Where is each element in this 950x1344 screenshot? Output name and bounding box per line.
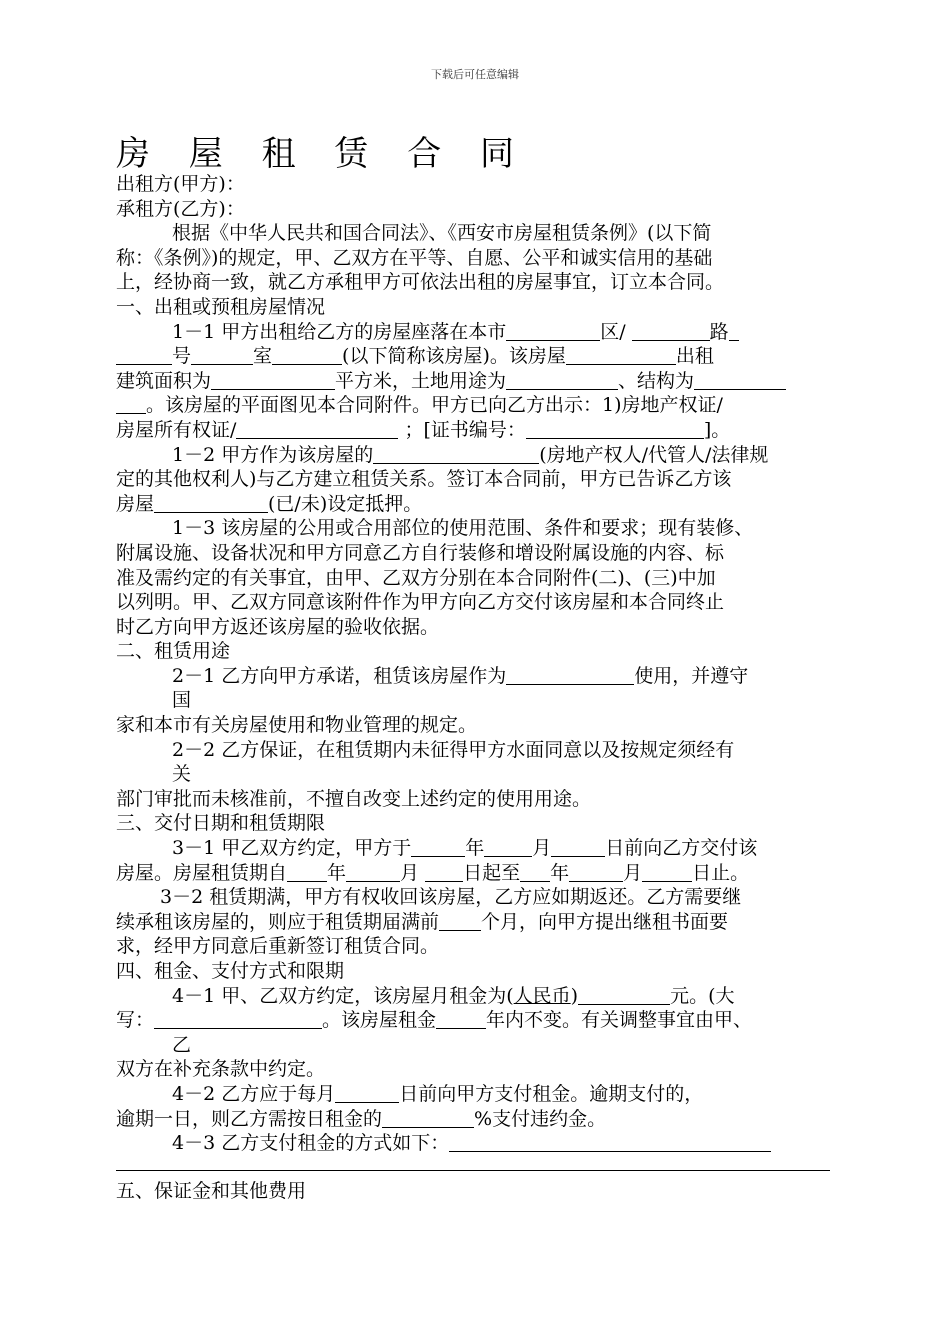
contract-body — [116, 172, 856, 1203]
clause-1-3-cont: 以列明。甲、乙双方同意该附件作为甲方向乙方交付该房屋和本合同终止 — [116, 591, 725, 614]
section-heading: 一、出租或预租房屋情况 — [116, 295, 326, 318]
blank-field[interactable] — [436, 1009, 486, 1029]
preamble-line: 根据《中华人民共和国合同法》、《西安市房屋租赁条例》(以下简 — [172, 222, 712, 245]
blank-field[interactable] — [569, 862, 623, 882]
clause-1-1-cont: 号 室 (以下简称该房屋)。该房屋 出租 — [116, 344, 856, 369]
preamble-line: 称：《条例》)的规定，甲、乙双方在平等、自愿、公平和诚实信用的基础 — [116, 246, 713, 269]
section-heading: 三、交付日期和租赁期限 — [116, 812, 326, 835]
clause-2-1-wrap: 国 — [172, 689, 192, 712]
clause-3-2: 3－2 租赁期满，甲方有权收回该房屋，乙方应如期返还。乙方需要继 — [160, 886, 742, 909]
blank-field[interactable] — [506, 321, 600, 341]
blank-field[interactable] — [346, 862, 400, 882]
clause-1-1-cont: 。该房屋的平面图见本合同附件。甲方已向乙方出示：1)房地产权证/ — [116, 393, 856, 418]
clause-4-3: 4－3 乙方支付租金的方式如下： — [116, 1131, 856, 1156]
blank-field[interactable] — [116, 394, 146, 414]
blank-field[interactable] — [694, 370, 786, 390]
clause-4-2-cont: 逾期一日，则乙方需按日租金的 %支付违约金。 — [116, 1107, 607, 1130]
blank-field[interactable] — [236, 419, 398, 439]
clause-3-1-cont: 房屋。房屋租赁期自 年 月 日起至 年 月 日止。 — [116, 861, 750, 884]
clause-3-2-cont: 续承租该房屋的，则应于租赁期届满前 个月，向甲方提出继租书面要 — [116, 910, 729, 933]
preamble-line: 上，经协商一致，就乙方承租甲方可依法出租的房屋事宜，订立本合同。 — [116, 271, 725, 294]
clause-4-1-wrap: 乙 — [172, 1033, 192, 1056]
clause-1-3-cont: 准及需约定的有关事宜，由甲、乙双方分别在本合同附件(二)、(三)中加 — [116, 566, 716, 589]
clause-4-1: 4－1 甲、乙双方约定，该房屋月租金为(人民币) 元。(大 — [172, 984, 735, 1007]
blank-field[interactable] — [373, 444, 539, 464]
clause-4-1-cont: 双方在补充条款中约定。 — [116, 1058, 326, 1081]
lessee-line: 承租方(乙方)： — [116, 197, 245, 220]
clause-2-2: 2－2 乙方保证，在租赁期内未征得甲方水面同意以及按规定须经有 — [172, 738, 735, 761]
page-title: 房 屋 租 赁 合 同 — [116, 134, 529, 174]
blank-field[interactable] — [506, 665, 634, 685]
blank-field[interactable] — [484, 837, 532, 857]
blank-field[interactable] — [425, 862, 463, 882]
blank-field[interactable] — [551, 837, 605, 857]
clause-1-3-cont: 附属设施、设备状况和甲方同意乙方自行装修和增设附属设施的内容、标 — [116, 541, 725, 564]
blank-field[interactable] — [449, 1132, 771, 1152]
blank-field[interactable] — [642, 862, 692, 882]
blank-field[interactable] — [566, 345, 676, 365]
section-heading: 四、租金、支付方式和限期 — [116, 960, 345, 982]
blank-field[interactable] — [632, 321, 710, 341]
blank-field[interactable] — [411, 837, 465, 857]
blank-field[interactable] — [506, 370, 618, 390]
blank-rule[interactable] — [116, 1156, 830, 1171]
blank-field[interactable] — [272, 345, 342, 365]
blank-field[interactable] — [526, 419, 704, 439]
clause-1-3-cont: 时乙方向甲方返还该房屋的验收依据。 — [116, 615, 440, 638]
section-heading: 五、保证金和其他费用 — [116, 1179, 307, 1202]
clause-1-3: 1－3 该房屋的公用或合用部位的使用范围、条件和要求；现有装修、 — [172, 517, 754, 540]
blank-field[interactable] — [520, 862, 550, 882]
blank-field[interactable] — [578, 985, 670, 1005]
lessor-line: 出租方(甲方)： — [116, 173, 245, 195]
blank-field[interactable] — [211, 370, 335, 390]
blank-field[interactable] — [116, 345, 172, 365]
clause-2-1-cont: 家和本市有关房屋使用和物业管理的规定。 — [116, 714, 478, 737]
clause-1-2-cont: 定的其他权利人)与乙方建立租赁关系。签订本合同前，甲方已告诉乙方该 — [116, 468, 732, 491]
blank-field[interactable] — [191, 345, 253, 365]
clause-4-2: 4－2 乙方应于每月 日前向甲方支付租金。逾期支付的， — [172, 1082, 704, 1105]
clause-1-2: 1－2 甲方作为该房屋的 (房地产权人/代管人/法律规 — [172, 443, 769, 466]
clause-1-1-cont: 房屋所有权证/ ；[证书编号： ]。 — [116, 418, 731, 441]
blank-field[interactable] — [154, 1009, 322, 1029]
header-note: 下载后可任意编辑 — [431, 68, 519, 81]
clause-2-1: 2－1 乙方向甲方承诺，租赁该房屋作为 使用，并遵守 — [172, 664, 749, 687]
clause-2-2-cont: 部门审批而未核准前，不擅自改变上述约定的使用用途。 — [116, 787, 592, 810]
blank-field[interactable] — [382, 1108, 474, 1128]
clause-3-2-cont: 求，经甲方同意后重新签订租赁合同。 — [116, 935, 440, 958]
section-heading: 二、租赁用途 — [116, 640, 231, 663]
blank-field[interactable] — [729, 321, 739, 341]
clause-1-1-cont: 建筑面积为 平方米，土地用途为 、结构为 — [116, 369, 856, 394]
clause-1-1: 1－1 甲方出租给乙方的房屋座落在本市 区/ 路 — [116, 320, 856, 345]
clause-1-2-cont: 房屋 (已/未)设定抵押。 — [116, 492, 423, 515]
clause-2-2-wrap: 关 — [172, 763, 192, 786]
clause-4-1-cont: 写： 。该房屋租金 年内不变。有关调整事宜由甲、 — [116, 1009, 753, 1032]
blank-field[interactable] — [287, 862, 327, 882]
blank-field[interactable] — [335, 1083, 399, 1103]
clause-3-1: 3－1 甲乙双方约定，甲方于 年 月 日前向乙方交付该 — [172, 837, 758, 860]
blank-field[interactable] — [439, 911, 481, 931]
blank-field[interactable] — [154, 493, 268, 513]
